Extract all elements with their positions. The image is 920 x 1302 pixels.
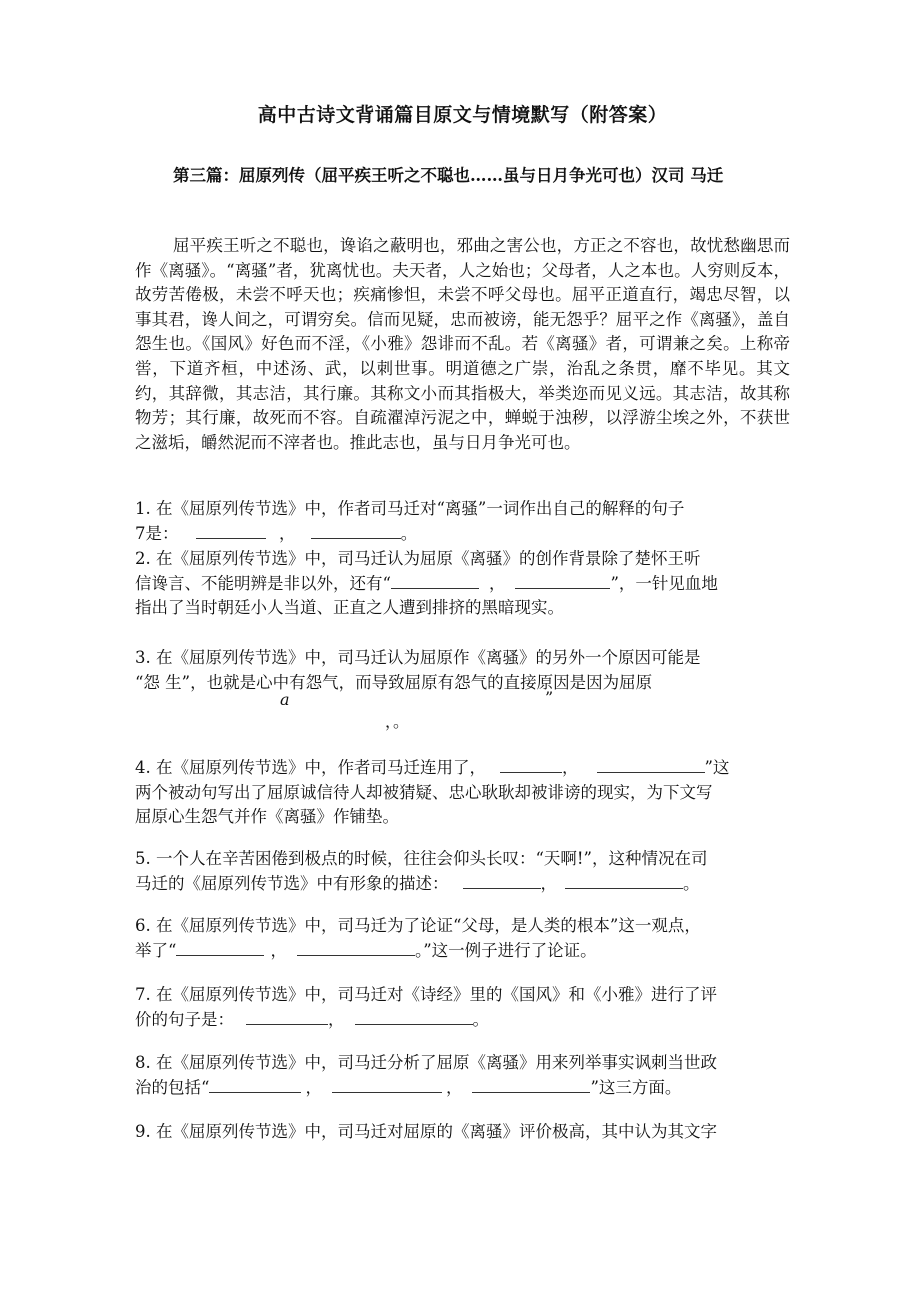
question-3 bbox=[135, 646, 790, 695]
question-8-line-2 bbox=[135, 1076, 790, 1101]
stray-letter: a bbox=[280, 690, 290, 709]
question-6-line-2 bbox=[135, 939, 790, 964]
comma: ， bbox=[328, 1009, 345, 1029]
question-2-text-end: ”，一针见血地 bbox=[610, 573, 718, 593]
question-1-prefix: 7是： bbox=[135, 523, 179, 543]
answer-blank[interactable] bbox=[355, 1010, 473, 1025]
question-7 bbox=[135, 983, 790, 1032]
answer-blank[interactable] bbox=[472, 1078, 590, 1093]
question-4-text-end: ”这 bbox=[704, 758, 730, 777]
answer-blank[interactable] bbox=[515, 574, 610, 589]
question-2-line-1: 2. 在《屈原列传节选》中，司马迁认为屈原《离骚》的创作背景除了楚怀王听 bbox=[135, 549, 701, 568]
question-5 bbox=[135, 847, 790, 896]
question-2-text: 信谗言、不能明辨是非以外，还有“ bbox=[135, 573, 391, 593]
question-6-text: 举了“ bbox=[135, 940, 177, 960]
passage-text: 屈平疾王听之不聪也，谗谄之蔽明也，邪曲之害公也，方正之不容也，故忧愁幽思而作《离骚》。“离骚”者，犹离忧也。夫天者，人之始也；父母者，人之本也。人穷则反本，故劳苦倦极，未尝不呼天也；疾痛惨怛，未尝不呼父母也。屈平正道直行，竭忠尽智，以事其君，谗人间之，可谓穷矣。信而见疑，忠而被谤，能无怨乎？屈平之作《离骚》，盖自怨生也。《国风》好色而不淫，《小雅》怨诽而不乱。若《离骚》者，可谓兼之矣。上称帝喾，下道齐桓，中述汤、武，以刺世事。明道德之广崇，治乱之条贯，靡不毕见。其文约，其辞微，其志洁，其行廉。其称文小而其指极大，举类迩而见义远。其志洁，故其称物芳；其行廉，故死而不容。自疏濯淖污泥之中，蝉蜕于浊秽，以浮游尘埃之外，不获世之滋垢，皭然泥而不滓者也。推此志也，虽与日月争光可也。 bbox=[135, 236, 790, 452]
question-4-text: 4. 在《屈原列传节选》中，作者司马迁连用了， bbox=[135, 758, 486, 777]
question-6-text-end: 。”这一例子进行了论证。 bbox=[414, 940, 597, 960]
answer-blank[interactable] bbox=[209, 1078, 301, 1093]
answer-blank[interactable] bbox=[391, 574, 479, 589]
answer-blank[interactable] bbox=[463, 874, 541, 889]
period: 。 bbox=[683, 873, 700, 893]
comma: ， bbox=[540, 873, 557, 893]
question-1-line-2 bbox=[135, 522, 790, 547]
question-4-line-1 bbox=[135, 756, 790, 781]
question-2-line-2 bbox=[135, 572, 790, 597]
answer-blank[interactable] bbox=[332, 1078, 442, 1093]
question-5-line-2 bbox=[135, 872, 790, 897]
question-3-line-2: “怨 生”，也就是心中有怨气，而导致屈原有怨气的直接原因是因为屈原 bbox=[135, 672, 653, 692]
question-6 bbox=[135, 914, 790, 963]
answer-blank[interactable] bbox=[311, 524, 401, 539]
comma: ， bbox=[445, 1077, 463, 1097]
question-7-line-1: 7. 在《屈原列传节选》中，司马迁对《诗经》里的《国风》和《小雅》进行了评 bbox=[135, 985, 717, 1004]
section-subtitle: 第三篇：屈原列传（屈平疾王听之不聪也……虽与日月争光可也）汉司 马迁 bbox=[173, 166, 724, 185]
question-1-line-1: 1. 在《屈原列传节选》中，作者司马迁对“离骚”一词作出自己的解释的句子 bbox=[135, 499, 685, 518]
question-5-line-1: 5. 一个人在辛苦困倦到极点的时候，往往会仰头长叹：“天啊!”，这种情况在司 bbox=[135, 849, 708, 868]
page-title: 高中古诗文背诵篇目原文与情境默写（附答案） bbox=[257, 104, 668, 126]
question-2 bbox=[135, 547, 790, 621]
question-8 bbox=[135, 1051, 790, 1100]
question-1 bbox=[135, 497, 790, 546]
answer-blank[interactable] bbox=[297, 941, 415, 956]
period: 。 bbox=[400, 523, 418, 543]
comma: ， bbox=[488, 573, 506, 593]
stray-quote: ” bbox=[545, 688, 554, 707]
answer-blank[interactable] bbox=[500, 758, 562, 773]
question-5-text: 马迁的《屈原列传节选》中有形象的描述： bbox=[135, 873, 449, 893]
question-8-line-1: 8. 在《屈原列传节选》中，司马迁分析了屈原《离骚》用来列举事实讽刺当世政 bbox=[135, 1053, 717, 1072]
question-7-line-2 bbox=[135, 1008, 790, 1033]
question-9 bbox=[135, 1120, 790, 1145]
period: 。 bbox=[472, 1009, 489, 1029]
question-4-line-3: 屈原心生怨气并作《离骚》作铺垫。 bbox=[135, 807, 399, 827]
answer-blank[interactable] bbox=[176, 941, 264, 956]
question-7-text: 价的句子是： bbox=[135, 1009, 234, 1029]
comma: ， bbox=[305, 1077, 322, 1097]
question-6-line-1: 6. 在《屈原列传节选》中，司马迁为了论证“父母，是人类的根本”这一观点， bbox=[135, 916, 701, 935]
question-4 bbox=[135, 756, 790, 830]
comma: ， bbox=[270, 940, 287, 960]
answer-blank[interactable] bbox=[246, 1010, 328, 1025]
comma: ， bbox=[562, 758, 579, 777]
question-2-line-3: 指出了当时朝廷小人当道、正直之人遭到排挤的黑暗现实。 bbox=[135, 598, 564, 618]
answer-blank[interactable] bbox=[597, 758, 705, 773]
question-4-line-2: 两个被动句写出了屈原诚信待人却被猜疑、忠心耿耿却被诽谤的现实，为下文写 bbox=[135, 782, 713, 802]
question-8-text: 治的包括“ bbox=[135, 1077, 210, 1097]
comma: ， bbox=[279, 523, 296, 543]
stray-punct: ，。 bbox=[385, 712, 410, 731]
question-3-line-1: 3. 在《屈原列传节选》中，司马迁认为屈原作《离骚》的另外一个原因可能是 bbox=[135, 648, 701, 667]
answer-blank[interactable] bbox=[565, 874, 683, 889]
question-8-text-end: ”这三方面。 bbox=[590, 1077, 682, 1097]
answer-blank[interactable] bbox=[196, 524, 266, 539]
question-9-line-1: 9. 在《屈原列传节选》中，司马迁对屈原的《离骚》评价极高，其中认为其文字 bbox=[135, 1122, 717, 1141]
